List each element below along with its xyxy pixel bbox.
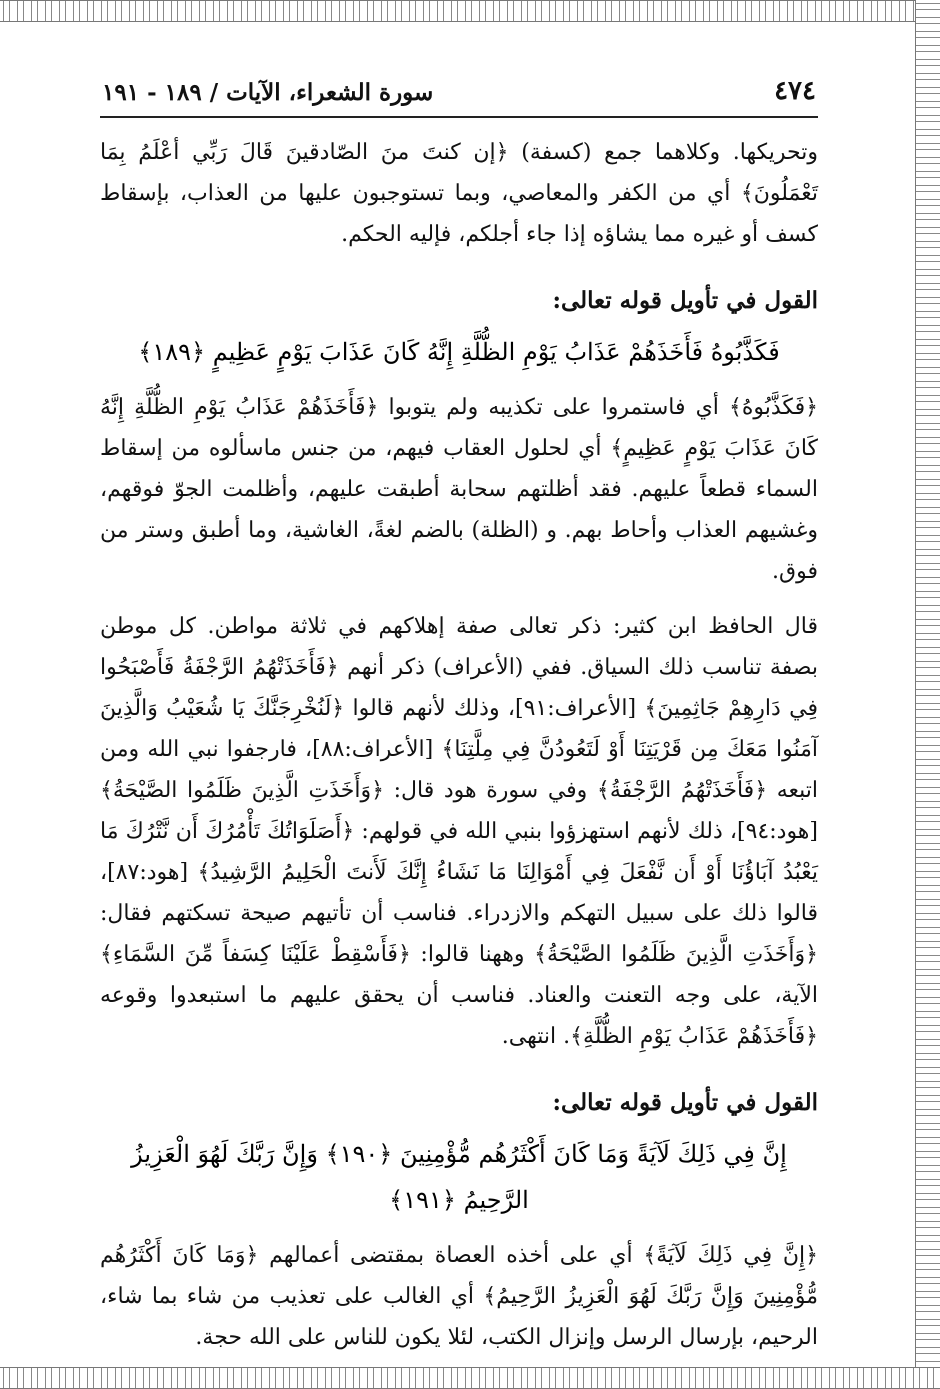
quran-verse-189: فَكَذَّبُوهُ فَأَخَذَهُمْ عَذَابُ يَوْمِ الظُّلَّةِ إِنَّهُ كَانَ عَذَابَ يَوْمٍ عَظِيمٍ ﴿١٨٩﴾: [138, 338, 780, 366]
page-number: ٤٧٤: [774, 76, 816, 106]
paragraph-3: قال الحافظ ابن كثير: ذكر تعالى صفة إهلاكهم في ثلاثة مواطن. كل موطن بصفة تناسب ذلك السياق. ففي (الأعراف) ذكر أنهم ﴿فَأَخَذَتْهُمُ الرَّجْفَةُ فَأَصْبَحُوا فِي دَارِهِمْ جَاثِمِينَ﴾ [الأعراف:٩١]، وذلك لأنهم قالوا ﴿لَنُخْرِجَنَّكَ يَا شُعَيْبُ وَالَّذِينَ آمَنُوا مَعَكَ مِن قَرْيَتِنَا أَوْ لَتَعُودُنَّ فِي مِلَّتِنَا﴾ [الأعراف:٨٨]، فارجفوا نبي الله ومن اتبعه ﴿فَأَخَذَتْهُمُ الرَّجْفَةُ﴾ وفي سورة هود قال: ﴿وَأَخَذَتِ الَّذِينَ ظَلَمُوا الصَّيْحَةُ﴾ [هود:٩٤]، ذلك لأنهم استهزؤوا بنبي الله في قولهم: ﴿أَصَلَوَاتُكَ تَأْمُرُكَ أَن نَّتْرُكَ مَا يَعْبُدُ آبَاؤُنَا أَوْ أَن نَّفْعَلَ فِي أَمْوَالِنَا مَا نَشَاءُ إِنَّكَ لَأَنتَ الْحَلِيمُ الرَّشِيدُ﴾ [هود:٨٧]، قالوا ذلك على سبيل التهكم والازدراء. فناسب أن تأتيهم صيحة تسكتهم فقال: ﴿وَأَخَذَتِ الَّذِينَ ظَلَمُوا الصَّيْحَةُ﴾ وههنا قالوا: ﴿فَأَسْقِطْ عَلَيْنَا كِسَفاً مِّنَ السَّمَاءِ﴾ الآية، على وجه التعنت والعناد. فناسب أن يحقق عليهم ما استبعدوا وقوعه ﴿فَأَخَذَهُمْ عَذَابُ يَوْمِ الظُّلَّةِ﴾. انتهى.: [100, 614, 818, 1049]
paragraph-1: وتحريكها. وكلاهما جمع (كسفة) ﴿إن كنتَ منَ الصّادقينَ قَالَ رَبِّي أعْلَمُ بِمَا تَعْمَلُونَ﴾ أي من الكفر والمعاصي، وبما تستوجبون عليها من العذاب، بإسقاط كسف أو غيره مما يشاؤه إذا جاء أجلكم، فإليه الحكم.: [100, 140, 818, 247]
section-heading-2: القول في تأويل قوله تعالى:: [552, 1089, 818, 1116]
section-heading-1: القول في تأويل قوله تعالى:: [552, 287, 818, 314]
paragraph-2: ﴿فَكَذَّبُوهُ﴾ أي فاستمروا على تكذيبه ولم يتوبوا ﴿فَأَخَذَهُمْ عَذَابُ يَوْمِ الظُّلَّةِ إِنَّهُ كَانَ عَذَابَ يَوْمٍ عَظِيمٍ﴾ أي لحلول العقاب فيهم، من جنس ماسألوه من إسقاط السماء قطعاً عليهم. فقد أظلتهم سحابة أطبقت عليهم، وأظلمت الجوّ فوقهم، وغشيهم العذاب وأحاط بهم. و (الظلة) بالضم لغةً، الغاشية، وما أطبق وستر من فوق.: [100, 395, 818, 584]
running-title: سورة الشعراء، الآيات / ١٨٩ - ١٩١: [102, 79, 434, 106]
decorative-border-top: [0, 0, 940, 22]
decorative-border-right: [915, 0, 940, 1389]
book-page: [100, 70, 818, 1358]
quran-verse-190-191: إِنَّ فِي ذَلِكَ لَآيَةً وَمَا كَانَ أَكْثَرُهُم مُّؤْمِنِينَ ﴿١٩٠﴾ وَإِنَّ رَبَّكَ لَهُوَ الْعَزِيزُ الرَّحِيمُ ﴿١٩١﴾: [131, 1140, 787, 1214]
paragraph-4: ﴿إِنَّ فِي ذَلِكَ لَآيَةً﴾ أي على أخذه العصاة بمقتضى أعمالهم ﴿وَمَا كَانَ أَكْثَرُهُم مُّؤْمِنِينَ وَإِنَّ رَبَّكَ لَهُوَ الْعَزِيزُ الرَّحِيمُ﴾ أي الغالب على تعذيب من شاء بما شاء، الرحيم، بإرسال الرسل وإنزال الكتب، لئلا يكون للناس على الله حجة.: [100, 1243, 818, 1350]
page-header: [100, 70, 818, 118]
decorative-border-bottom: [0, 1367, 940, 1389]
